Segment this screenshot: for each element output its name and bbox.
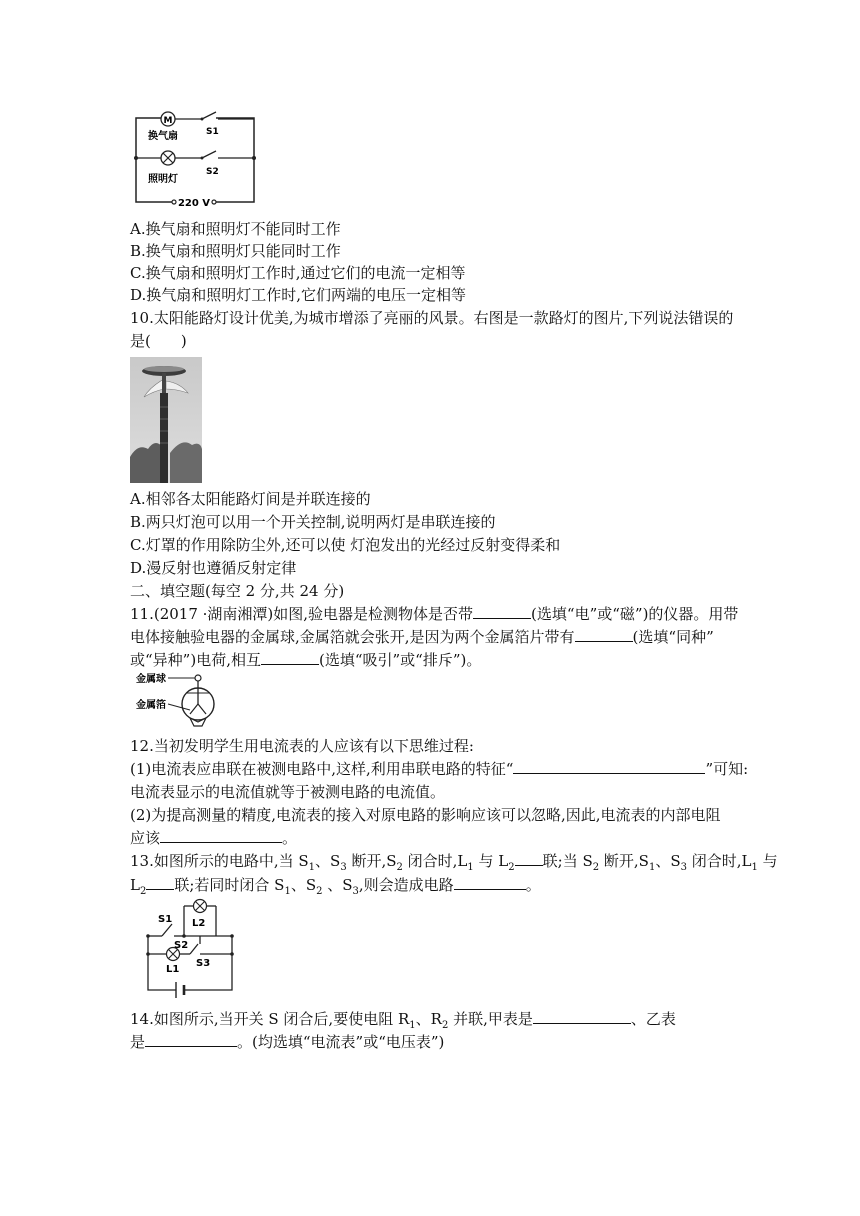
motor-symbol: M xyxy=(163,116,173,126)
q14-line2: 是 。(均选填“电流表”或“电压表”) xyxy=(130,1033,445,1051)
q11-line1: 11.(2017 ·湖南湘潭)如图,验电器是检测物体是否带 (选填“电”或“磁”)的仪器。用带 xyxy=(130,605,739,623)
q14-blank-2[interactable] xyxy=(145,1031,237,1047)
q11-blank-2[interactable] xyxy=(575,626,633,642)
q11-line2: 电体接触验电器的金属球,金属箔就会张开,是因为两个金属箔片带有 (选填“同种” xyxy=(130,628,714,646)
q10-stem-line2: 是( ) xyxy=(130,332,187,350)
section-fill-in-heading: 二、填空题(每空 2 分,共 24 分) xyxy=(130,582,345,600)
q13-l1-label: L1 xyxy=(166,964,180,975)
q13-s2-label: S2 xyxy=(174,940,189,951)
q9-option-b: B.换气扇和照明灯只能同时工作 xyxy=(130,242,341,260)
q14-line1: 14.如图所示,当开关 S 闭合后,要使电阻 $R_1$、$R_2$ 并联,甲表是 、乙表 xyxy=(130,1010,676,1031)
q13-s3-label: S3 xyxy=(196,958,211,969)
q13-blank-3[interactable] xyxy=(454,874,526,890)
metal-ball-label: 金属球 xyxy=(136,674,166,685)
q13-circuit-diagram xyxy=(140,896,240,1000)
q13-blank-2[interactable] xyxy=(146,874,174,890)
q10-option-b: B.两只灯泡可以用一个开关控制,说明两灯是串联连接的 xyxy=(130,513,496,531)
q11-blank-1[interactable] xyxy=(473,603,531,619)
voltage-label: 220 V xyxy=(177,198,211,209)
q13-s1-label: S1 xyxy=(158,914,173,925)
q12-part1-line2: 电流表显示的电流值就等于被测电路的电流值。 xyxy=(130,783,446,801)
switch-s2-label: S2 xyxy=(206,167,219,177)
q13-line1: 13.如图所示的电路中,当 $S_1$、$S_3$ 断开$,S_2$ 闭合时$,L_1$ 与 $L_2$ 联;当 $S_2$ 断开$,S_1$、$S_3$ 闭合时$,L_1$ 与 xyxy=(130,852,778,873)
q12-stem: 12.当初发明学生用电流表的人应该有以下思维过程: xyxy=(130,737,474,755)
q10-option-d: D.漫反射也遵循反射定律 xyxy=(130,559,297,577)
q12-part2-line2: 应该 。 xyxy=(130,829,298,847)
q9-option-c: C.换气扇和照明灯工作时,通过它们的电流一定相等 xyxy=(130,264,466,282)
q14-blank-1[interactable] xyxy=(533,1008,631,1024)
q10-option-a: A.相邻各太阳能路灯间是并联连接的 xyxy=(130,490,371,508)
switch-s1-label: S1 xyxy=(206,127,219,137)
q12-blank-1[interactable] xyxy=(513,758,705,774)
q9-option-d: D.换气扇和照明灯工作时,它们两端的电压一定相等 xyxy=(130,286,467,304)
q9-option-a: A.换气扇和照明灯不能同时工作 xyxy=(130,220,341,238)
q13-blank-1[interactable] xyxy=(515,850,543,866)
q10-stem-line1: 10.太阳能路灯设计优美,为城市增添了亮丽的风景。右图是一款路灯的图片,下列说法错误的 xyxy=(130,309,734,327)
q13-line2: $L_2$ 联;若同时闭合 $S_1$、$S_2$ 、$S_3$,则会造成电路 。 xyxy=(130,876,541,897)
q11-blank-3[interactable] xyxy=(261,649,319,665)
q13-l2-label: L2 xyxy=(192,918,206,929)
q12-part2-line1: (2)为提高测量的精度,电流表的接入对原电路的影响应该可以忽略,因此,电流表的内部电阻 xyxy=(130,806,721,824)
electroscope-diagram xyxy=(136,672,216,728)
q11-line3: 或“异种”)电荷,相互 (选填“吸引”或“排斥”)。 xyxy=(130,651,482,669)
lamp-label: 照明灯 xyxy=(148,174,178,185)
q10-option-c: C.灯罩的作用除防尘外,还可以使 灯泡发出的光经过反射变得柔和 xyxy=(130,536,561,554)
q12-blank-2[interactable] xyxy=(160,827,282,843)
fan-label: 换气扇 xyxy=(148,131,178,142)
q12-part1-line1: (1)电流表应串联在被测电路中,这样,利用串联电路的特征“ ”可知: xyxy=(130,760,749,778)
fan-lamp-circuit-diagram xyxy=(130,106,260,214)
solar-street-lamp-photo xyxy=(130,357,202,483)
metal-foil-label: 金属箔 xyxy=(136,700,166,711)
